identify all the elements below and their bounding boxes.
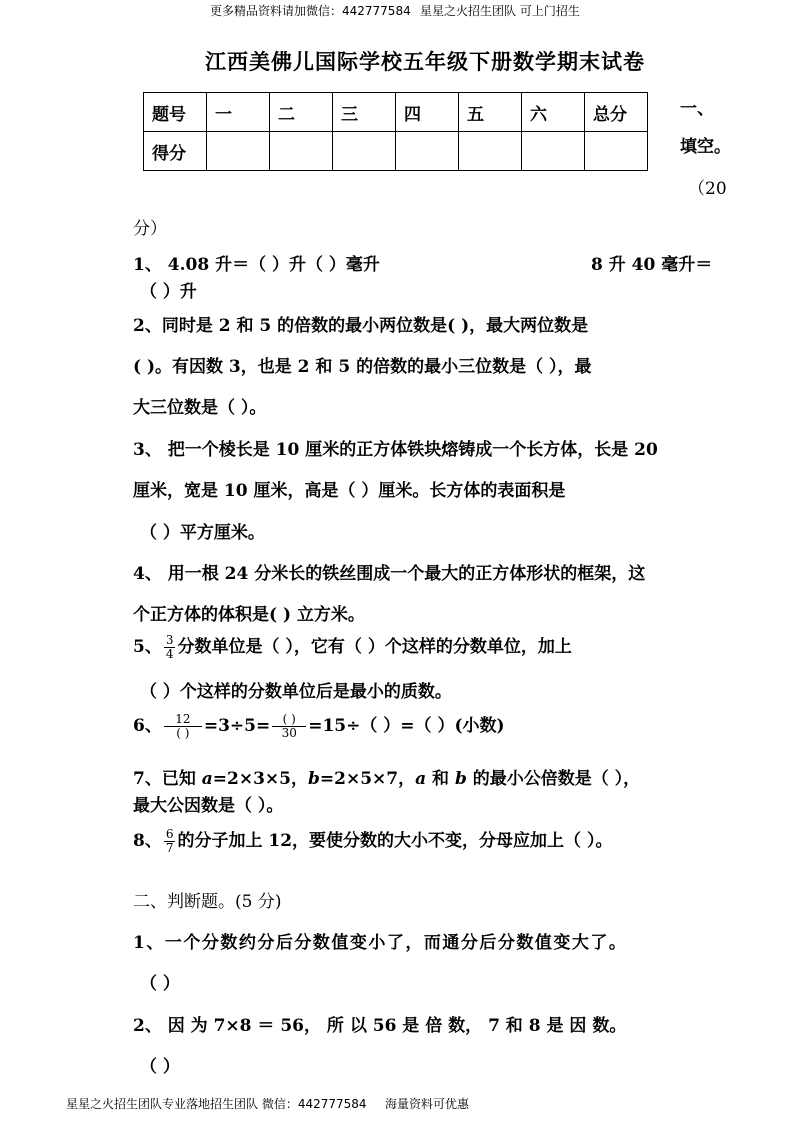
judgment-2-line-1: 2、 因 为 7×8 ＝ 56， 所 以 56 是 倍 数， 7 和 8 是 因 数。 [133, 1016, 627, 1036]
judgment-1-line-1: 1、一个分数约分后分数值变小了，而通分后分数值变大了。 [133, 933, 628, 953]
question-7-expr1: =2×3×5， [212, 769, 308, 789]
judgment-2-line-2: （ ） [140, 1057, 180, 1077]
footer-team: 星星之火招生团队专业落地招生团队 微信：442777584 [66, 1097, 367, 1111]
table-cell: 四 [396, 93, 459, 132]
judgment-1-line-2: （ ） [140, 974, 180, 994]
score-table-score-row [144, 132, 648, 171]
section1-score-b: 分） [133, 219, 167, 239]
page-title: 江西美佛儿国际学校五年级下册数学期末试卷 [205, 50, 645, 74]
table-cell: 一 [207, 93, 270, 132]
fraction [164, 634, 176, 661]
question-4-line-2: 个正方体的体积是( ) 立方米。 [133, 605, 365, 625]
variable-a: a [201, 769, 213, 789]
question-6-text: =15÷（ ）=（ ）(小数) [308, 716, 505, 736]
question-6-mid: =3÷5= [203, 716, 271, 736]
question-7-expr2: =2×5×7， [319, 769, 416, 789]
table-cell: 六 [522, 93, 585, 132]
question-7-text: 的最小公倍数是（ ）， [466, 769, 641, 789]
score-input-cell[interactable] [396, 132, 459, 171]
table-cell: 三 [333, 93, 396, 132]
fraction-numerator: ( ) [272, 713, 306, 727]
score-input-cell[interactable] [459, 132, 522, 171]
question-5-prefix: 5、 [133, 637, 162, 657]
section1-number: 一、 [680, 99, 714, 119]
section2-title: 二、判断题。(5 分) [133, 892, 282, 912]
score-input-cell[interactable] [522, 132, 585, 171]
question-8-prefix: 8、 [133, 831, 162, 851]
question-5-line-2: （ ）个这样的分数单位后是最小的质数。 [140, 682, 452, 702]
question-1-part-b: 8 升 40 毫升＝ [591, 255, 713, 275]
question-8 [133, 826, 612, 855]
score-table-header-row [144, 93, 648, 132]
question-7-and: 和 [426, 769, 455, 789]
question-7-line-2: 最大公因数是（ ）。 [133, 796, 284, 816]
fraction [164, 713, 202, 740]
score-input-cell[interactable] [333, 132, 396, 171]
table-cell: 二 [270, 93, 333, 132]
score-input-cell[interactable] [585, 132, 648, 171]
fraction-numerator: 12 [164, 713, 202, 727]
table-cell: 得分 [144, 132, 207, 171]
score-table [143, 92, 648, 171]
question-6-prefix: 6、 [133, 716, 162, 736]
fraction-numerator: 3 [165, 633, 174, 647]
question-2-line-3: 大三位数是（ ）。 [133, 398, 267, 418]
table-cell: 五 [459, 93, 522, 132]
question-8-text: 的分子加上 12，要使分数的大小不变，分母应加上（ ）。 [177, 831, 613, 851]
fraction-denominator: 4 [165, 647, 174, 661]
question-2-line-2: ( )。有因数 3，也是 2 和 5 的倍数的最小三位数是（ ），最 [133, 357, 592, 377]
question-4-line-1: 4、 用一根 24 分米长的铁丝围成一个最大的正方体形状的框架，这 [133, 564, 646, 584]
fraction-numerator: 6 [165, 827, 174, 841]
question-7-line-1 [133, 764, 640, 789]
question-3-line-3: （ ）平方厘米。 [140, 523, 265, 543]
fraction [164, 828, 176, 855]
section1-score-a: （20 [688, 179, 727, 199]
variable-b: b [307, 769, 320, 789]
fraction-denominator: 30 [281, 726, 297, 740]
question-7-num: 7、已知 [133, 769, 202, 789]
header-team: 星星之火招生团队 可上门招生 [420, 4, 580, 18]
table-cell: 题号 [144, 93, 207, 132]
table-cell: 总分 [585, 93, 648, 132]
header-contact: 更多精品资料请加微信：442777584 [210, 4, 411, 18]
question-5-line-1 [133, 632, 572, 661]
question-1-part-c: （ ）升 [140, 282, 197, 302]
question-1-part-a: 1、 4.08 升＝（ ）升（ ）毫升 [133, 255, 380, 275]
question-2-line-1: 2、同时是 2 和 5 的倍数的最小两位数是( )，最大两位数是 [133, 316, 589, 336]
question-3-line-1: 3、 把一个棱长是 10 厘米的正方体铁块熔铸成一个长方体，长是 20 [133, 440, 658, 460]
question-6 [133, 711, 505, 740]
fraction [272, 713, 306, 740]
fraction-denominator: 7 [165, 841, 174, 855]
section1-title: 填空。 [680, 137, 731, 157]
question-3-line-2: 厘米，宽是 10 厘米，高是（ ）厘米。长方体的表面积是 [133, 481, 566, 501]
fraction-denominator: ( ) [176, 726, 190, 740]
footer-promo: 海量资料可优惠 [385, 1097, 470, 1111]
question-5-text: 分数单位是（ ），它有（ ）个这样的分数单位，加上 [177, 637, 572, 657]
score-input-cell[interactable] [270, 132, 333, 171]
variable-a: a [415, 769, 427, 789]
score-input-cell[interactable] [207, 132, 270, 171]
variable-b: b [454, 769, 467, 789]
